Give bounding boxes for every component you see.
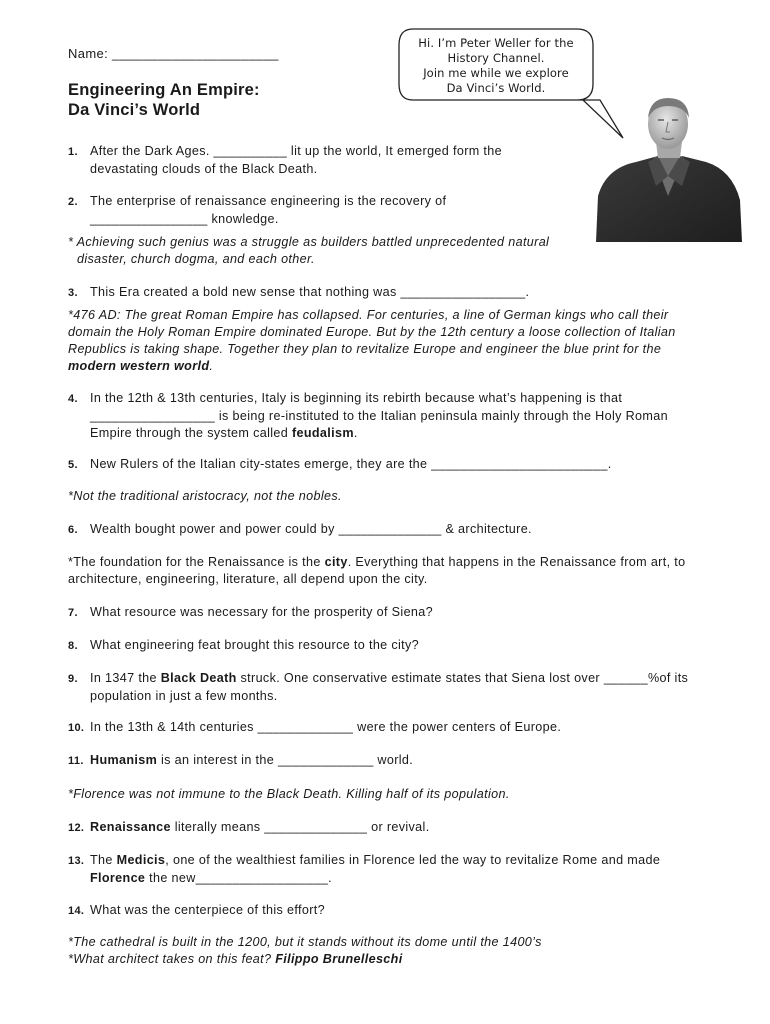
bold-term: Medicis xyxy=(116,853,166,867)
name-field-label: Name: ______________________ xyxy=(68,46,279,61)
question-2 xyxy=(68,193,718,228)
note-text-end: . Everything that happens in the Renaissance from art, to xyxy=(347,555,686,569)
question-text-cont: devastating clouds of the Black Death. xyxy=(90,162,318,176)
question-text: In 1347 the xyxy=(90,671,161,685)
question-7 xyxy=(68,604,718,622)
note-text xyxy=(68,554,728,571)
note-3: *Not the traditional aristocracy, not the nobles. xyxy=(68,489,342,503)
question-12 xyxy=(68,819,718,837)
question-number: 12. xyxy=(68,822,85,834)
question-text: The enterprise of renaissance engineering is the recovery of xyxy=(90,194,447,208)
question-text: The xyxy=(90,853,117,867)
note-text-end: . xyxy=(209,359,214,373)
question-text-cont xyxy=(68,425,718,442)
page-title xyxy=(68,80,260,120)
bold-term: Filippo Brunelleschi xyxy=(275,952,403,966)
question-text: is an interest in the _____________ world. xyxy=(157,753,414,767)
question-text: the new__________________. xyxy=(145,871,332,885)
bold-term: Humanism xyxy=(90,753,158,767)
bubble-line-2: History Channel. xyxy=(447,51,545,65)
question-11 xyxy=(68,752,718,770)
note-4 xyxy=(68,554,728,588)
question-8 xyxy=(68,637,718,655)
question-6 xyxy=(68,521,718,539)
question-1 xyxy=(68,143,718,178)
title-line-2: Da Vinci’s World xyxy=(68,101,201,119)
question-9 xyxy=(68,670,718,705)
question-number: 2. xyxy=(68,196,78,208)
question-text-cont xyxy=(68,870,718,887)
note-1 xyxy=(68,234,718,268)
question-number: 9. xyxy=(68,673,78,685)
question-text: Empire through the system called xyxy=(90,426,292,440)
note-text: *476 AD: The great Roman Empire has collapsed. For centuries, a line of German kings who call their xyxy=(68,308,669,322)
question-number: 6. xyxy=(68,524,78,536)
bold-term: feudalism xyxy=(291,426,354,440)
question-text: New Rulers of the Italian city-states emerge, they are the ________________________. xyxy=(90,457,612,471)
question-number: 1. xyxy=(68,146,78,158)
question-number: 4. xyxy=(68,393,78,405)
question-5 xyxy=(68,456,718,474)
question-text: , one of the wealthiest families in Florence led the way to revitalize Rome and made xyxy=(165,853,661,867)
question-number: 5. xyxy=(68,459,78,471)
note-text: architecture, engineering, literature, all depend upon the city. xyxy=(68,572,428,586)
note-text: *The cathedral is built in the 1200, but it stands without its dome until the 1400’s xyxy=(68,935,542,949)
bubble-line-3: Join me while we explore xyxy=(423,66,569,80)
question-13 xyxy=(68,852,718,887)
question-text-cont: _________________ is being re-instituted to the Italian peninsula mainly through the Holy Roman xyxy=(90,409,668,423)
bubble-line-4: Da Vinci’s World. xyxy=(446,81,546,95)
question-text: In the 13th & 14th centuries _____________ were the power centers of Europe. xyxy=(90,720,562,734)
question-number: 8. xyxy=(68,640,78,652)
bubble-line-1: Hi. I’m Peter Weller for the xyxy=(418,36,574,50)
question-text: struck. One conservative estimate states that Siena lost over ______%of its xyxy=(236,671,689,685)
note-5: *Florence was not immune to the Black Death. Killing half of its population. xyxy=(68,787,510,801)
question-text: . xyxy=(353,426,358,440)
question-text: What resource was necessary for the prosperity of Siena? xyxy=(90,605,433,619)
question-text: What engineering feat brought this resource to the city? xyxy=(90,638,420,652)
note-text: domain the Holy Roman Empire dominated Europe. But by the 12th century a loose collection of Italian xyxy=(68,325,676,339)
question-number: 13. xyxy=(68,855,85,867)
note-text-start: *What architect takes on this feat? xyxy=(68,952,276,966)
note-text xyxy=(68,358,718,375)
question-text: In the 12th & 13th centuries, Italy is beginning its rebirth because what’s happening is that xyxy=(90,391,623,405)
note-2 xyxy=(68,307,718,375)
question-number: 11. xyxy=(68,755,84,767)
bold-term: city xyxy=(324,555,348,569)
speech-bubble-text xyxy=(404,36,588,96)
bold-term: Black Death xyxy=(160,671,237,685)
note-text: Republics is taking shape. Together they plan to revitalize Europe and engineer the blue print for the xyxy=(68,342,662,356)
bold-term: Renaissance xyxy=(90,820,171,834)
question-4 xyxy=(68,390,718,442)
question-14 xyxy=(68,902,718,920)
question-text: Wealth bought power and power could by ______________ & architecture. xyxy=(90,522,532,536)
note-text-start: *The foundation for the Renaissance is the xyxy=(68,555,325,569)
question-text: What was the centerpiece of this effort? xyxy=(90,903,325,917)
question-number: 14. xyxy=(68,905,85,917)
note-6 xyxy=(68,934,718,968)
question-text-cont: population in just a few months. xyxy=(90,689,278,703)
question-10 xyxy=(68,719,718,737)
bold-term: modern western world xyxy=(68,359,210,373)
question-text: This Era created a bold new sense that nothing was _________________. xyxy=(90,285,530,299)
question-3 xyxy=(68,284,718,302)
question-text: literally means ______________ or revival. xyxy=(170,820,430,834)
question-number: 7. xyxy=(68,607,78,619)
note-text xyxy=(68,951,718,968)
note-text-cont: disaster, church dogma, and each other. xyxy=(77,252,315,266)
question-number: 10. xyxy=(68,722,85,734)
question-text-cont: ________________ knowledge. xyxy=(90,212,279,226)
bold-term: Florence xyxy=(90,871,146,885)
title-line-1: Engineering An Empire: xyxy=(68,81,260,99)
question-number: 3. xyxy=(68,287,78,299)
question-text: After the Dark Ages. __________ lit up the world, It emerged form the xyxy=(90,144,502,158)
note-text: * Achieving such genius was a struggle as builders battled unprecedented natural xyxy=(68,235,550,249)
